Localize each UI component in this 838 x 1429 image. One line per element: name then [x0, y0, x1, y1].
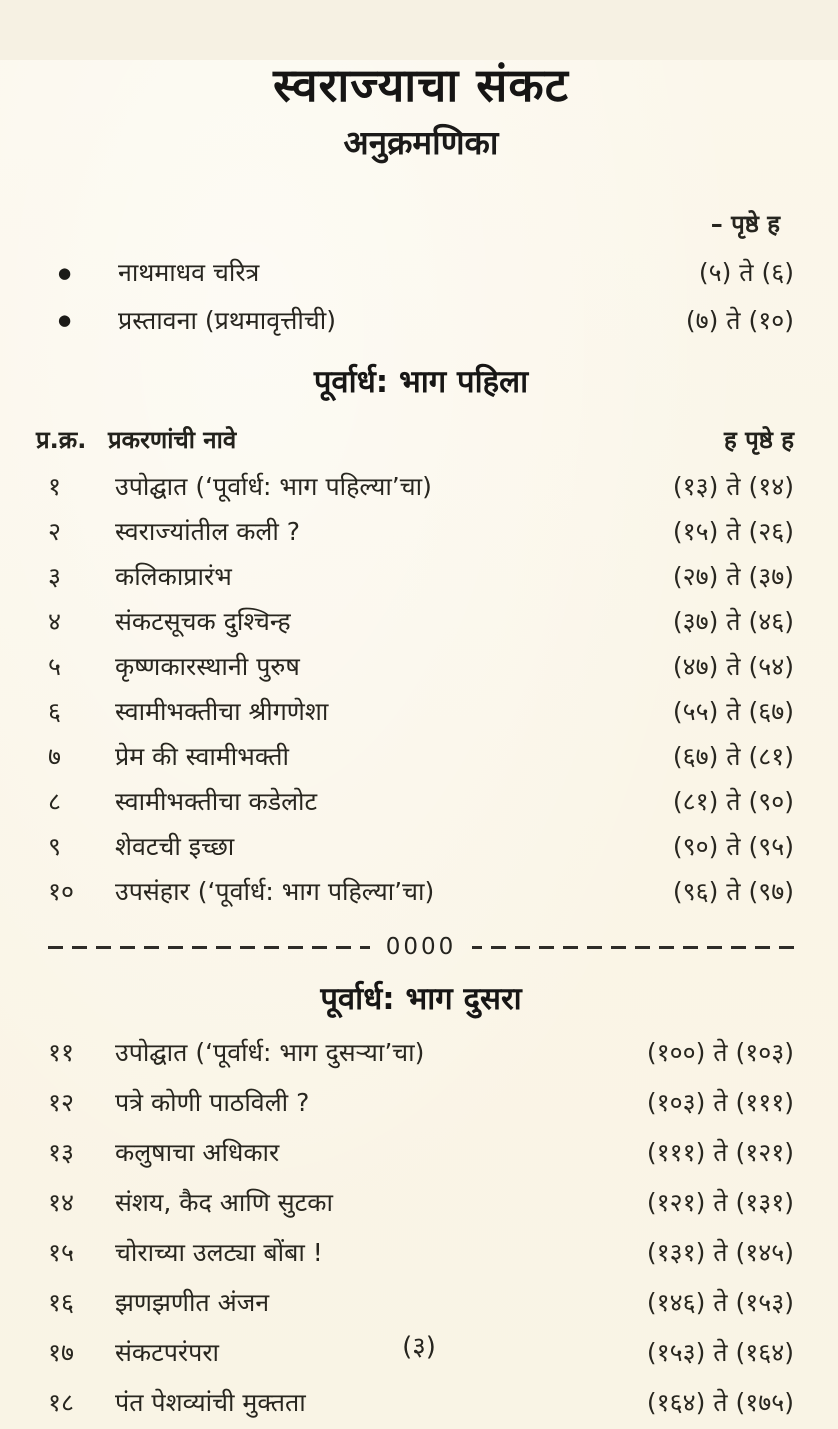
- section-heading-part-two: पूर्वार्ध: भाग दुसरा: [320, 981, 522, 1018]
- chapter-pages: (९०) ते (९५): [672, 832, 794, 862]
- chapter-pages: (१४६) ते (१५३): [646, 1287, 794, 1317]
- section-divider: [48, 934, 794, 960]
- chapter-row: [48, 1389, 794, 1417]
- chapter-row: [48, 473, 794, 501]
- chapter-row: [48, 1239, 794, 1267]
- front-matter-pages: (७) ते (१०): [685, 305, 794, 335]
- chapter-title: स्वामीभक्तीचा कडेलोट: [115, 787, 318, 817]
- chapter-row: [48, 563, 794, 591]
- chapter-row: [48, 833, 794, 861]
- chapter-row: [48, 788, 794, 816]
- chapter-title: कलिकाप्रारंभ: [115, 562, 232, 592]
- chapter-row: [48, 608, 794, 636]
- chapter-row: [48, 518, 794, 546]
- chapter-number: ३: [48, 562, 62, 592]
- chapter-row: [48, 1189, 794, 1217]
- front-matter-row: [48, 259, 794, 288]
- chapter-number: ११: [48, 1037, 75, 1067]
- chapter-title: प्रेम की स्वामीभक्ती: [115, 742, 289, 772]
- chapter-pages: (५५) ते (६७): [672, 697, 794, 727]
- section-heading-part-one: पूर्वार्ध: भाग पहिला: [313, 364, 529, 401]
- chapter-title: संशय, कैद आणि सुटका: [115, 1187, 333, 1217]
- chapter-number: ८: [48, 787, 62, 817]
- column-header-row: [36, 423, 794, 456]
- page-number: (३): [402, 1332, 436, 1362]
- pages-column-label: – पृष्ठे ह: [710, 209, 780, 238]
- chapter-row: [48, 1289, 794, 1317]
- chapter-row: [48, 1089, 794, 1117]
- front-matter-title: नाथमाधव चरित्र: [118, 257, 260, 287]
- chapter-pages: (१५) ते (२६): [672, 517, 794, 547]
- chapter-title: उपोद्घात (‘पूर्वार्ध: भाग दुसऱ्या’चा): [115, 1037, 425, 1067]
- chapter-title: चोराच्या उलट्या बोंबा !: [115, 1237, 323, 1267]
- chapter-number: १: [48, 472, 62, 502]
- chapter-title: झणझणीत अंजन: [115, 1287, 270, 1317]
- chapter-pages: (१०३) ते (१११): [646, 1087, 794, 1117]
- chapter-pages: (३७) ते (४६): [672, 607, 794, 637]
- chapter-title: उपोद्घात (‘पूर्वार्ध: भाग पहिल्या’चा): [115, 472, 432, 502]
- chapter-pages: (८१) ते (९०): [672, 787, 794, 817]
- chapter-title: संकटपरंपरा: [115, 1337, 220, 1367]
- bullet-icon: ●: [58, 263, 72, 282]
- chapter-number: १४: [48, 1187, 75, 1217]
- chapter-pages: (२७) ते (३७): [672, 562, 794, 592]
- chapter-row: [48, 698, 794, 726]
- chapter-row: [48, 743, 794, 771]
- chapter-number: ५: [48, 652, 62, 682]
- chapter-title: शेवटची इच्छा: [115, 832, 235, 862]
- chapter-number: १७: [48, 1337, 75, 1367]
- column-header-number: प्र.क्र.: [36, 426, 87, 455]
- chapter-row: [48, 653, 794, 681]
- chapter-number: १०: [48, 877, 75, 907]
- chapter-pages: (४७) ते (५४): [672, 652, 794, 682]
- chapter-number: ६: [48, 697, 62, 727]
- chapter-number: १३: [48, 1137, 75, 1167]
- chapter-pages: (१३) ते (१४): [672, 472, 794, 502]
- chapter-pages: (१३१) ते (१४५): [646, 1237, 794, 1267]
- front-matter-pages: (५) ते (६): [698, 257, 794, 287]
- chapter-number: २: [48, 517, 62, 547]
- chapter-title: कलुषाचा अधिकार: [115, 1137, 280, 1167]
- chapter-title: संकटसूचक दुश्चिन्ह: [115, 607, 291, 637]
- chapter-row: [48, 1139, 794, 1167]
- column-header-pages: ह पृष्ठे ह: [724, 426, 794, 455]
- section-part-one: [36, 364, 794, 907]
- chapter-row: [48, 878, 794, 906]
- divider-dash-line-left: [48, 946, 370, 949]
- divider-ornament: 0000: [385, 934, 457, 961]
- chapter-number: १६: [48, 1287, 75, 1317]
- chapter-number: १२: [48, 1087, 75, 1117]
- book-toc-page: [0, 60, 838, 1429]
- chapter-pages: (१६४) ते (१७५): [646, 1387, 794, 1417]
- chapter-title: कृष्णकारस्थानी पुरुष: [115, 652, 300, 682]
- chapter-number: ९: [48, 832, 62, 862]
- bullet-icon: ●: [58, 311, 72, 330]
- chapter-number: १८: [48, 1387, 75, 1417]
- chapter-title: पंत पेशव्यांची मुक्तता: [115, 1387, 306, 1417]
- front-matter-title: प्रस्तावना (प्रथमावृत्तीची): [118, 305, 337, 335]
- chapter-pages: (६७) ते (८१): [672, 742, 794, 772]
- chapter-pages: (१००) ते (१०३): [646, 1037, 794, 1067]
- chapter-row: [48, 1039, 794, 1067]
- toc-heading: अनुक्रमणिका: [343, 122, 499, 162]
- book-title: स्वराज्याचा संकट: [273, 58, 569, 112]
- chapter-title: उपसंहार (‘पूर्वार्ध: भाग पहिल्या’चा): [115, 877, 435, 907]
- chapter-title: स्वामीभक्तीचा श्रीगणेशा: [115, 697, 329, 727]
- chapter-pages: (१५३) ते (१६४): [646, 1337, 794, 1367]
- chapter-pages: (१११) ते (१२१): [646, 1137, 794, 1167]
- chapter-number: ७: [48, 742, 62, 772]
- chapter-number: १५: [48, 1237, 75, 1267]
- chapter-title: पत्रे कोणी पाठविली ?: [115, 1087, 310, 1117]
- column-header-chapter-names: प्रकरणांची नावे: [108, 426, 237, 455]
- chapter-pages: (१२१) ते (१३१): [646, 1187, 794, 1217]
- chapter-pages: (९६) ते (९७): [672, 877, 794, 907]
- chapter-title: स्वराज्यांतील कली ?: [115, 517, 301, 547]
- front-matter-row: [48, 307, 794, 336]
- chapter-list-part-one: [48, 473, 794, 906]
- divider-dash-line-right: [472, 946, 794, 949]
- front-matter-list: [48, 259, 794, 336]
- chapter-number: ४: [48, 607, 62, 637]
